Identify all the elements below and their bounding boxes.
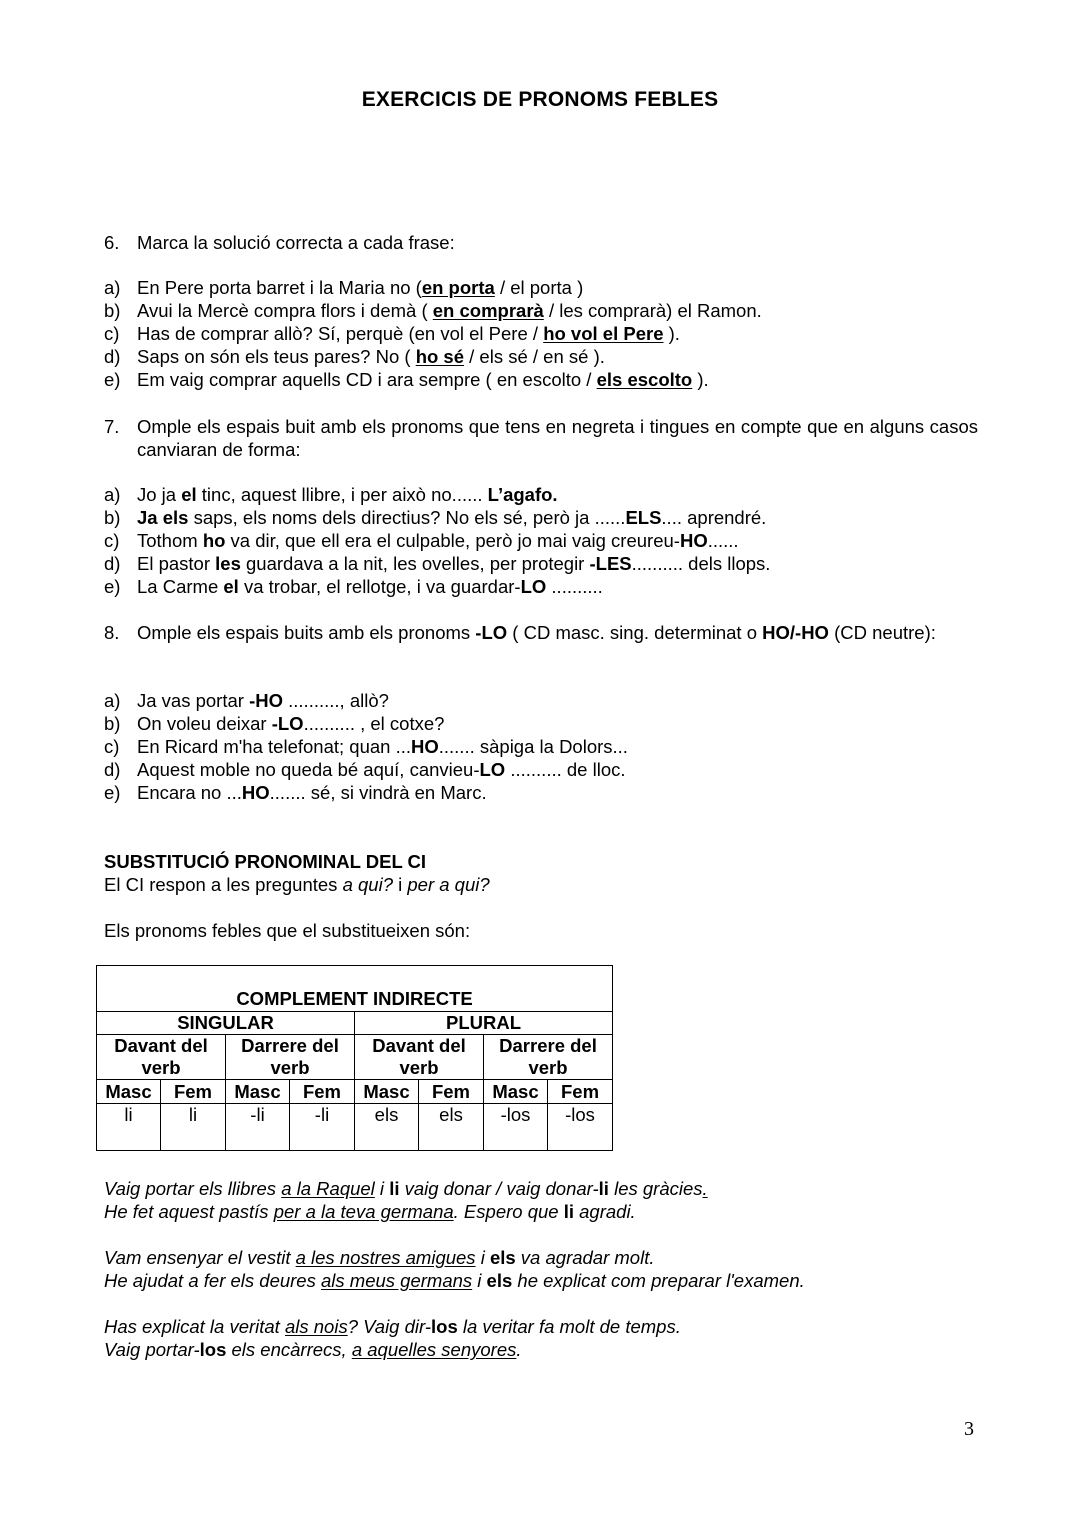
table-cell: -li <box>290 1104 355 1151</box>
header-darrere-singular: Darrere del verb <box>226 1035 355 1080</box>
header-masc: Masc <box>484 1080 548 1104</box>
header-masc: Masc <box>355 1080 419 1104</box>
question-number: 7. <box>104 416 120 437</box>
header-masc: Masc <box>226 1080 290 1104</box>
list-item: a) Jo ja el tinc, aquest llibre, i per això no...... L’agafo. <box>104 484 558 505</box>
header-fem: Fem <box>161 1080 226 1104</box>
question-6 <box>104 231 978 254</box>
table-cell: li <box>97 1104 161 1151</box>
question-text: Omple els espais buits amb els pronoms -LO ( CD masc. sing. determinat o HO/-HO (CD neutre): <box>137 622 936 643</box>
page-number: 3 <box>964 1418 974 1440</box>
list-item: d) Aquest moble no queda bé aquí, canvieu-LO .......... de lloc. <box>104 759 626 780</box>
item-label: e) <box>104 369 121 390</box>
header-masc: Masc <box>97 1080 161 1104</box>
item-label: e) <box>104 782 121 803</box>
list-item: c) Has de comprar allò? Sí, perquè (en vol el Pere / ho vol el Pere ). <box>104 323 680 344</box>
table-cell: -los <box>484 1104 548 1151</box>
list-item: c) Tothom ho va dir, que ell era el culpable, però jo mai vaig creureu-HO...... <box>104 530 739 551</box>
example-sentence: Vaig portar-los els encàrrecs, a aquelles senyores. <box>104 1339 522 1360</box>
list-item: e) Encara no ...HO....... sé, si vindrà en Marc. <box>104 782 487 803</box>
list-item: b) Ja els saps, els noms dels directius? No els sé, però ja ......ELS.... aprendré. <box>104 507 767 528</box>
correct-answer: ho vol el Pere <box>543 323 664 344</box>
question-8 <box>104 621 978 644</box>
item-label: b) <box>104 507 121 528</box>
item-label: d) <box>104 553 121 574</box>
list-item: d) Saps on són els teus pares? No ( ho sé / els sé / en sé ). <box>104 346 605 367</box>
correct-answer: en porta <box>421 277 495 298</box>
example-sentence: Vam ensenyar el vestit a les nostres amigues i els va agradar molt. <box>104 1247 655 1268</box>
header-fem: Fem <box>419 1080 484 1104</box>
correct-answer: ho sé <box>415 346 465 367</box>
question-8-items <box>104 689 628 804</box>
section-note: Els pronoms febles que el substitueixen són: <box>104 920 471 941</box>
header-darrere-plural: Darrere del verb <box>484 1035 613 1080</box>
question-text: Marca la solució correcta a cada frase: <box>137 232 455 253</box>
item-label: d) <box>104 346 121 367</box>
header-fem: Fem <box>548 1080 613 1104</box>
question-text: Omple els espais buit amb els pronoms que tens en negreta i tingues en compte que en alguns casos canviaran de forma: <box>137 416 978 460</box>
item-label: d) <box>104 759 121 780</box>
correct-answer: en comprarà <box>432 300 544 321</box>
list-item: a) En Pere porta barret i la Maria no (en porta / el porta ) <box>104 277 584 298</box>
table-cell: li <box>161 1104 226 1151</box>
question-6-items <box>104 276 762 391</box>
pronoun-table <box>96 965 613 1151</box>
item-label: b) <box>104 300 121 321</box>
list-item: b) On voleu deixar -LO.......... , el cotxe? <box>104 713 445 734</box>
section-intro: El CI respon a les preguntes a qui? i per a qui? <box>104 874 490 895</box>
item-label: a) <box>104 277 121 298</box>
list-item: d) El pastor les guardava a la nit, les ovelles, per protegir -LES.......... dels llops. <box>104 553 771 574</box>
item-label: e) <box>104 576 121 597</box>
section-title: SUBSTITUCIÓ PRONOMINAL DEL CI <box>104 851 427 872</box>
table-cell: els <box>355 1104 419 1151</box>
table-header: COMPLEMENT INDIRECTE <box>97 966 613 1012</box>
page-title: EXERCICIS DE PRONOMS FEBLES <box>361 88 719 111</box>
item-label: c) <box>104 736 120 757</box>
list-item: e) Em vaig comprar aquells CD i ara sempre ( en escolto / els escolto ). <box>104 369 709 390</box>
example-sentence: He ajudat a fer els deures als meus germans i els he explicat com preparar l'examen. <box>104 1270 805 1291</box>
list-item: b) Avui la Mercè compra flors i demà ( en comprarà / les comprarà) el Ramon. <box>104 300 762 321</box>
header-singular: SINGULAR <box>97 1012 355 1035</box>
table-cell: els <box>419 1104 484 1151</box>
example-sentence: He fet aquest pastís per a la teva germana. Espero que li agradi. <box>104 1201 636 1222</box>
example-sentence: Has explicat la veritat als nois? Vaig dir-los la veritar fa molt de temps. <box>104 1316 681 1337</box>
question-7-items <box>104 483 770 598</box>
header-davant-singular: Davant del verb <box>97 1035 226 1080</box>
list-item: a) Ja vas portar -HO .........., allò? <box>104 690 389 711</box>
question-7 <box>104 415 978 461</box>
example-sentence: Vaig portar els llibres a la Raquel i li vaig donar / vaig donar-li les gràcies. <box>104 1178 708 1199</box>
item-label: b) <box>104 713 121 734</box>
item-label: a) <box>104 484 121 505</box>
header-davant-plural: Davant del verb <box>355 1035 484 1080</box>
header-plural: PLURAL <box>355 1012 613 1035</box>
table-cell: -los <box>548 1104 613 1151</box>
list-item: c) En Ricard m'ha telefonat; quan ...HO....... sàpiga la Dolors... <box>104 736 628 757</box>
item-label: a) <box>104 690 121 711</box>
list-item: e) La Carme el va trobar, el rellotge, i va guardar-LO .......... <box>104 576 603 597</box>
correct-answer: els escolto <box>596 369 693 390</box>
header-fem: Fem <box>290 1080 355 1104</box>
item-label: c) <box>104 323 120 344</box>
table-cell: -li <box>226 1104 290 1151</box>
question-number: 6. <box>104 232 120 253</box>
question-number: 8. <box>104 622 120 643</box>
item-label: c) <box>104 530 120 551</box>
